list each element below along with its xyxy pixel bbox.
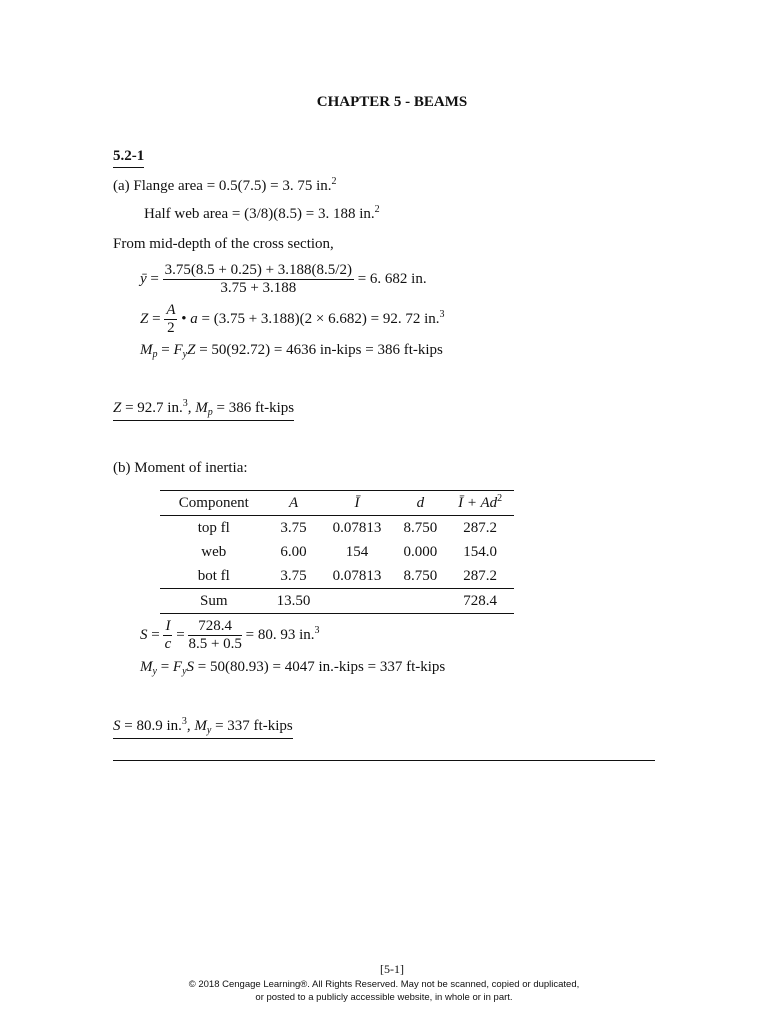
half-web-area-exp: 2 — [374, 204, 380, 215]
s-result: = 80. 93 in. — [245, 626, 315, 643]
ybar-result: = 6. 682 in. — [357, 270, 427, 287]
answer-z: = 92.7 in. — [125, 400, 183, 416]
cell: 8.750 — [403, 519, 438, 536]
mp-equation: $M_p = F_yZ = 50(92.72) = 4636$ in-kips = 386 ft-kips — [140, 342, 443, 360]
page-number: [5-1] — [380, 962, 404, 976]
z-equation: Z = $\frac{A}{2}$ • a = (3.75 + 3.188)(2 × 6.682) = 92. 72 in.$^3$ — [140, 302, 445, 336]
header-d: d — [416, 494, 425, 511]
mid-depth-text: From mid-depth of the cross section, — [113, 236, 334, 252]
s-fraction-2 — [188, 618, 241, 653]
half-web-area-expr: (3/8)(8.5) = 3. 188 in. — [244, 206, 375, 222]
separator-rule — [113, 760, 655, 761]
cell: 3.75 — [280, 567, 307, 584]
answer-my: = 337 ft-kips — [215, 718, 293, 734]
cell: bot fl — [197, 567, 230, 584]
moment-of-inertia-table — [160, 490, 514, 614]
answer-a: Z = 92.7 in.$^3$, $M_p = 386$ ft-kips — [113, 400, 294, 421]
s-frac1-num: I — [165, 618, 171, 634]
header-component: Component — [178, 494, 249, 511]
header-ibar: Ī — [354, 494, 360, 511]
ybar-numerator: 3.75(8.5 + 0.25) + 3.188(8.5/2) — [164, 262, 352, 278]
copyright-line-2: or posted to a publicly accessible website, in whole or in part. — [255, 992, 513, 1003]
flange-area-expr: 0.5(7.5) = 3. 75 in. — [218, 178, 332, 194]
cell: 287.2 — [463, 519, 498, 536]
chapter-title: CHAPTER 5 - BEAMS — [316, 94, 468, 110]
header-i-plus-ad2: Ī + $Ad^2$ — [458, 492, 503, 511]
z-fraction — [164, 302, 177, 337]
answer-mp: = 386 ft-kips — [216, 400, 295, 416]
ybar-fraction — [163, 262, 354, 297]
half-web-area-label: Half web area — [144, 206, 229, 222]
z-denominator: 2 — [167, 320, 175, 336]
s-fraction-1 — [163, 618, 172, 653]
cell: 6.00 — [280, 543, 307, 560]
table-row — [160, 540, 514, 564]
answer-s: = 80.9 in. — [124, 718, 182, 734]
table-header-row — [160, 491, 514, 516]
table-sum-row — [160, 589, 514, 614]
answer-b: S = 80.9 in.$^3$, $M_y = 337$ ft-kips — [113, 718, 293, 739]
s-frac2-den: 8.5 + 0.5 — [188, 636, 242, 652]
s-frac1-den: c — [164, 636, 172, 652]
cell: 13.50 — [276, 592, 311, 609]
cell: Sum — [200, 592, 228, 609]
s-equation: S = $\frac{I}{c}$ = $\frac{728.4}{8.5 + 0.5}$ = 80. 93 in.$^3$ — [140, 618, 320, 652]
cell: 0.000 — [403, 543, 438, 560]
flange-area-label: (a) Flange area — [113, 178, 203, 194]
part-b-label: (b) Moment of inertia: — [113, 460, 248, 476]
s-frac2-num: 728.4 — [188, 618, 241, 636]
cell: 287.2 — [463, 567, 498, 584]
copyright-line-1: © 2018 Cengage Learning®. All Rights Reserved. May not be scanned, copied or duplicated, — [188, 979, 580, 990]
z-rest: = (3.75 + 3.188)(2 × 6.682) = 92. 72 in. — [201, 310, 440, 327]
half-web-area-line: Half web area = (3/8)(8.5) = 3. 188 in.$^2$ — [144, 204, 380, 222]
header-area: A — [288, 494, 299, 511]
my-equation: $M_y = F_yS = 50(80.93) = 4047$ in.-kips = 337 ft-kips — [140, 659, 446, 677]
z-numerator: A — [166, 302, 176, 318]
mp-expr: = 50(92.72) = 4636 in-kips = 386 ft-kips — [199, 342, 443, 358]
cell: 154.0 — [463, 543, 498, 560]
cell: top fl — [197, 519, 230, 536]
table-row — [160, 564, 514, 589]
cell: 154 — [345, 543, 369, 560]
cell: 0.07813 — [332, 519, 382, 536]
cell: 0.07813 — [332, 567, 382, 584]
s-exp: 3 — [314, 624, 320, 636]
my-expr: = 50(80.93) = 4047 in.-kips = 337 ft-kips — [197, 659, 446, 675]
cell — [319, 589, 394, 614]
flange-area-line: (a) Flange area = 0.5(7.5) = 3. 75 in.$^2$ — [113, 176, 337, 194]
problem-number: 5.2-1 — [113, 148, 144, 168]
ybar-symbol: ȳ — [140, 270, 147, 287]
cell: 3.75 — [280, 519, 307, 536]
ybar-denominator: 3.75 + 3.188 — [220, 280, 297, 296]
flange-area-exp: 2 — [331, 176, 337, 187]
cell: web — [201, 543, 227, 560]
cell: 728.4 — [463, 592, 498, 609]
table-row — [160, 516, 514, 541]
cell: 8.750 — [403, 567, 438, 584]
cell — [394, 589, 446, 614]
ybar-equation: ȳ = $\frac{3.75(8.5 + 0.25) + 3.188(8.5/2)}{3.75 + 3.188}$ = 6. 682 in. — [140, 262, 427, 296]
z-exp: 3 — [439, 308, 445, 320]
